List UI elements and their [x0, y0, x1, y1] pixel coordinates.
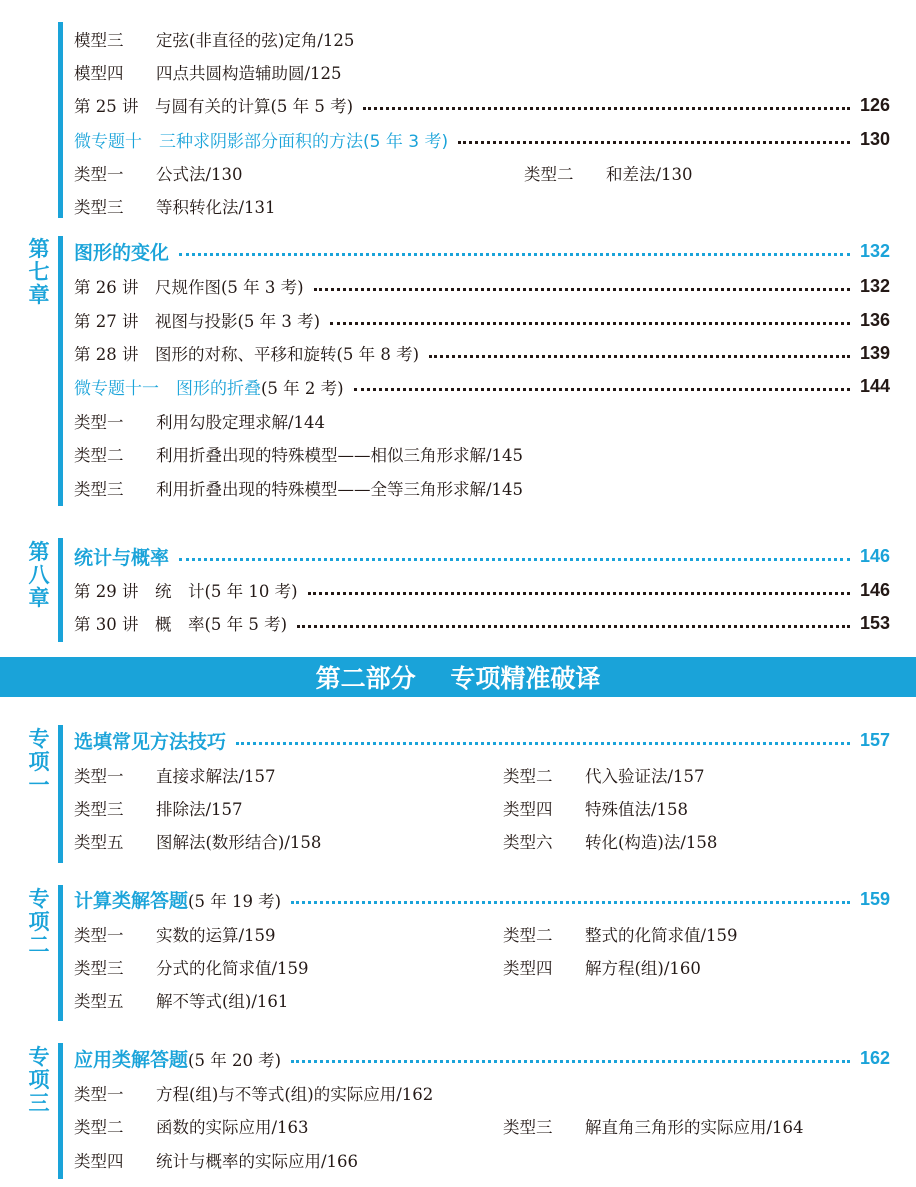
- leader-dots: [363, 107, 850, 110]
- type-entry[interactable]: 类型三 分式的化简求值/159: [74, 959, 309, 978]
- leader-dots: [297, 625, 850, 628]
- type-entry[interactable]: 类型五 图解法(数形结合)/158: [74, 833, 322, 852]
- type-entry[interactable]: 类型三 等积转化法/131: [74, 198, 276, 217]
- toc-lecture-26[interactable]: 第 26 讲 尺规作图(5 年 3 考) 132: [74, 275, 890, 297]
- type-entry[interactable]: 类型二 和差法/130: [524, 165, 693, 184]
- section-bar-ch7: [58, 236, 63, 506]
- toc-micro-topic-10[interactable]: 微专题十 三种求阴影部分面积的方法(5 年 3 考) 130: [74, 128, 890, 152]
- type-entry[interactable]: 类型四 特殊值法/158: [503, 800, 689, 819]
- section-bar-s3: [58, 1043, 63, 1179]
- model-entry[interactable]: 模型四 四点共圆构造辅助圆/125: [74, 64, 342, 83]
- leader-dots: [236, 742, 850, 745]
- type-entry[interactable]: 类型一 方程(组)与不等式(组)的实际应用/162: [74, 1085, 434, 1104]
- leader-dots: [458, 141, 850, 144]
- leader-dots: [179, 253, 850, 256]
- leader-dots: [291, 1060, 850, 1063]
- toc-lecture-29[interactable]: 第 29 讲 统 计(5 年 10 考) 146: [74, 579, 890, 601]
- toc-chapter-8-title[interactable]: 统计与概率 146: [74, 545, 890, 569]
- section-bar-top: [58, 22, 63, 218]
- toc-lecture-30[interactable]: 第 30 讲 概 率(5 年 5 考) 153: [74, 612, 890, 634]
- section-bar-ch8: [58, 538, 63, 642]
- type-entry[interactable]: 类型一 公式法/130: [74, 165, 243, 184]
- toc-micro-topic-11[interactable]: 微专题十一 图形的折叠(5 年 2 考) 144: [74, 375, 890, 399]
- type-entry[interactable]: 类型四 统计与概率的实际应用/166: [74, 1152, 359, 1171]
- type-entry[interactable]: 类型二 代入验证法/157: [503, 767, 705, 786]
- type-entry[interactable]: 类型二 函数的实际应用/163: [74, 1118, 309, 1137]
- section-bar-s1: [58, 725, 63, 863]
- type-entry[interactable]: 类型二 利用折叠出现的特殊模型——相似三角形求解/145: [74, 446, 524, 465]
- type-entry[interactable]: 类型三 利用折叠出现的特殊模型——全等三角形求解/145: [74, 480, 524, 499]
- toc-special-topic-2-title[interactable]: 计算类解答题(5 年 19 考) 159: [74, 888, 890, 912]
- type-entry[interactable]: 类型一 直接求解法/157: [74, 767, 276, 786]
- type-entry[interactable]: 类型二 整式的化简求值/159: [503, 926, 738, 945]
- type-entry[interactable]: 类型三 排除法/157: [74, 800, 243, 819]
- toc-lecture-28[interactable]: 第 28 讲 图形的对称、平移和旋转(5 年 8 考) 139: [74, 342, 890, 364]
- special-topic-1-label: 专项一: [28, 727, 50, 797]
- chapter-7-label: 第七章: [28, 237, 50, 307]
- type-entry[interactable]: 类型三 解直角三角形的实际应用/164: [503, 1118, 804, 1137]
- toc-chapter-7-title[interactable]: 图形的变化 132: [74, 240, 890, 264]
- leader-dots: [354, 388, 850, 391]
- leader-dots: [291, 901, 850, 904]
- type-entry[interactable]: 类型四 解方程(组)/160: [503, 959, 701, 978]
- type-entry[interactable]: 类型一 利用勾股定理求解/144: [74, 413, 326, 432]
- toc-special-topic-3-title[interactable]: 应用类解答题(5 年 20 考) 162: [74, 1047, 890, 1071]
- leader-dots: [314, 288, 850, 291]
- toc-lecture-27[interactable]: 第 27 讲 视图与投影(5 年 3 考) 136: [74, 309, 890, 331]
- special-topic-3-label: 专项三: [28, 1045, 50, 1115]
- toc-lecture-25[interactable]: 第 25 讲 与圆有关的计算(5 年 5 考) 126: [74, 94, 890, 116]
- leader-dots: [308, 592, 850, 595]
- type-entry[interactable]: 类型一 实数的运算/159: [74, 926, 276, 945]
- type-entry[interactable]: 类型六 转化(构造)法/158: [503, 833, 718, 852]
- model-entry[interactable]: 模型三 定弦(非直径的弦)定角/125: [74, 31, 355, 50]
- section-bar-s2: [58, 885, 63, 1021]
- toc-special-topic-1-title[interactable]: 选填常见方法技巧 157: [74, 729, 890, 753]
- leader-dots: [330, 322, 850, 325]
- leader-dots: [179, 558, 850, 561]
- leader-dots: [429, 355, 850, 358]
- type-entry[interactable]: 类型五 解不等式(组)/161: [74, 992, 289, 1011]
- part-two-banner: 第二部分 专项精准破译: [0, 657, 916, 697]
- special-topic-2-label: 专项二: [28, 887, 50, 957]
- chapter-8-label: 第八章: [28, 540, 50, 610]
